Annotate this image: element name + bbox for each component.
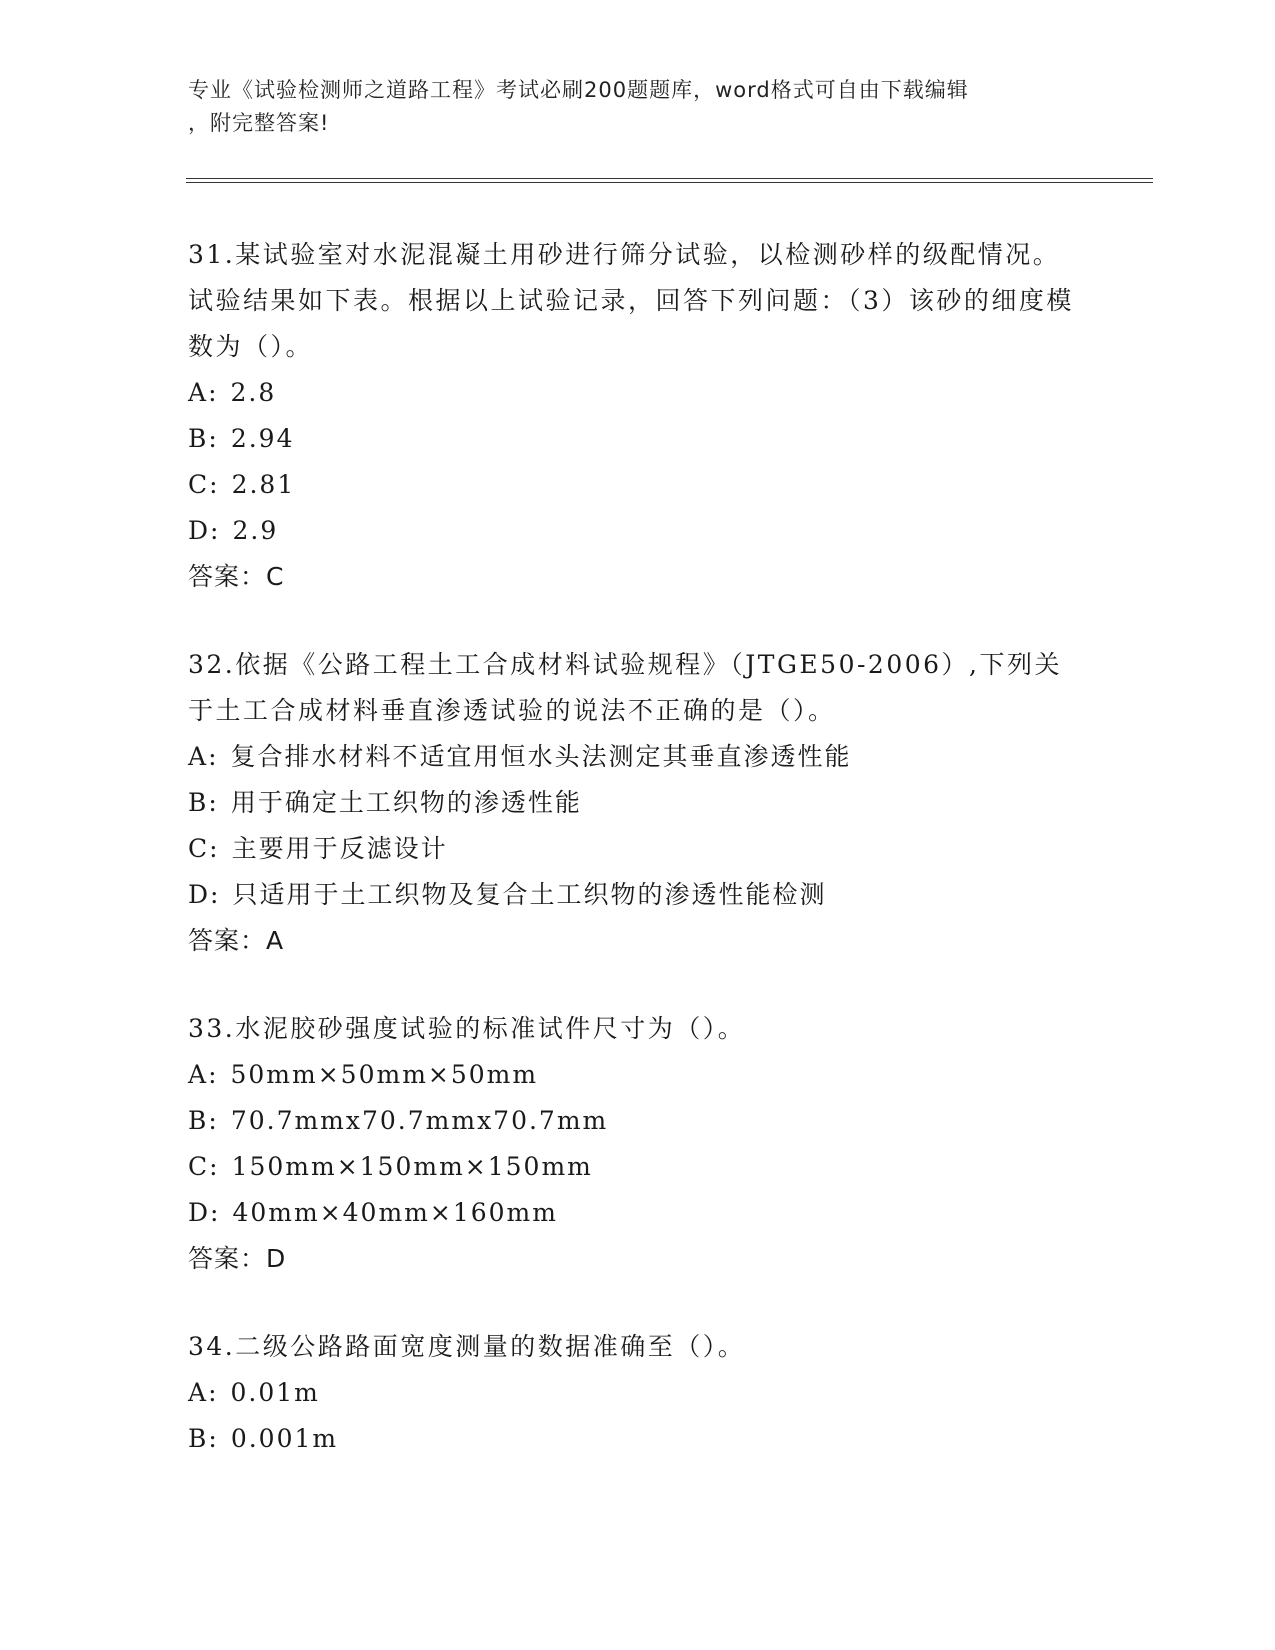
answer-prefix: 答案： [188, 562, 267, 591]
option-text: 50mm×50mm×50mm [230, 1060, 539, 1089]
option-letter: D [188, 1198, 211, 1227]
option-letter: B [188, 424, 209, 453]
option-text: 主要用于反滤设计 [231, 834, 448, 863]
option-a: A: 2.8 [188, 370, 1088, 416]
option-b: B: 70.7mmx70.7mmx70.7mm [188, 1098, 1088, 1144]
question-32 [188, 642, 1088, 964]
option-a: A: 50mm×50mm×50mm [188, 1052, 1088, 1098]
header-rule-top [186, 178, 1153, 179]
question-stem: 33.水泥胶砂强度试验的标准试件尺寸为（）。 [188, 1014, 746, 1043]
option-text: 2.9 [232, 516, 279, 545]
option-d: D: 40mm×40mm×160mm [188, 1190, 1088, 1236]
option-letter: A [188, 1060, 209, 1089]
option-text: 0.001m [230, 1424, 339, 1453]
option-text: 0.01m [230, 1378, 320, 1407]
option-c: C: 150mm×150mm×150mm [188, 1144, 1088, 1190]
option-letter: B [188, 1424, 209, 1453]
answer-prefix: 答案： [188, 1244, 267, 1273]
option-text: 150mm×150mm×150mm [231, 1152, 593, 1181]
option-letter: D [188, 880, 211, 909]
question-33 [188, 1006, 1088, 1282]
answer-prefix: 答案： [188, 926, 267, 955]
question-31 [188, 232, 1088, 600]
option-text: 2.8 [230, 378, 277, 407]
option-letter: A [188, 378, 209, 407]
option-text: 用于确定土工织物的渗透性能 [230, 788, 582, 817]
option-b: B: 2.94 [188, 416, 1088, 462]
option-c: C: 2.81 [188, 462, 1088, 508]
option-text: 2.81 [231, 470, 296, 499]
answer-line [188, 1236, 1088, 1282]
option-a: A: 复合排水材料不适宜用恒水头法测定其垂直渗透性能 [188, 734, 1088, 780]
option-letter: C [188, 834, 210, 863]
answer-line [188, 554, 1088, 600]
option-b: B: 用于确定土工织物的渗透性能 [188, 780, 1088, 826]
question-stem: 32.依据《公路工程土工合成材料试验规程》（JTGE50-2006）,下列关于土工合成材料垂直渗透试验的说法不正确的是（）。 [188, 650, 1063, 725]
header-line-2: ，附完整答案! [188, 111, 330, 135]
option-text: 只适用于土工织物及复合土工织物的渗透性能检测 [232, 880, 827, 909]
question-stem: 31.某试验室对水泥混凝土用砂进行筛分试验，以检测砂样的级配情况。试验结果如下表。根据以上试验记录，回答下列问题：（3）该砂的细度模数为（）。 [188, 240, 1074, 361]
question-34 [188, 1324, 1088, 1462]
option-c: C: 主要用于反滤设计 [188, 826, 1088, 872]
option-letter: B [188, 788, 209, 817]
question-list [188, 232, 1088, 1504]
option-d: D: 只适用于土工织物及复合土工织物的渗透性能检测 [188, 872, 1088, 918]
document-header [188, 74, 1078, 140]
option-letter: A [188, 742, 209, 771]
option-d: D: 2.9 [188, 508, 1088, 554]
answer-value: C [266, 562, 285, 591]
option-letter: C [188, 470, 210, 499]
option-a: A: 0.01m [188, 1370, 1088, 1416]
option-b: B: 0.001m [188, 1416, 1088, 1462]
option-text: 2.94 [230, 424, 295, 453]
answer-value: D [266, 1244, 287, 1273]
question-stem: 34.二级公路路面宽度测量的数据准确至（）。 [188, 1332, 746, 1361]
header-rule-bottom [186, 182, 1153, 183]
option-letter: A [188, 1378, 209, 1407]
header-line-1: 专业《试验检测师之道路工程》考试必刷200题题库，word格式可自由下载编辑 [188, 78, 969, 102]
option-letter: B [188, 1106, 209, 1135]
option-letter: C [188, 1152, 210, 1181]
option-text: 70.7mmx70.7mmx70.7mm [230, 1106, 609, 1135]
option-letter: D [188, 516, 211, 545]
answer-line [188, 918, 1088, 964]
answer-value: A [266, 926, 285, 955]
option-text: 40mm×40mm×160mm [232, 1198, 558, 1227]
option-text: 复合排水材料不适宜用恒水头法测定其垂直渗透性能 [230, 742, 852, 771]
